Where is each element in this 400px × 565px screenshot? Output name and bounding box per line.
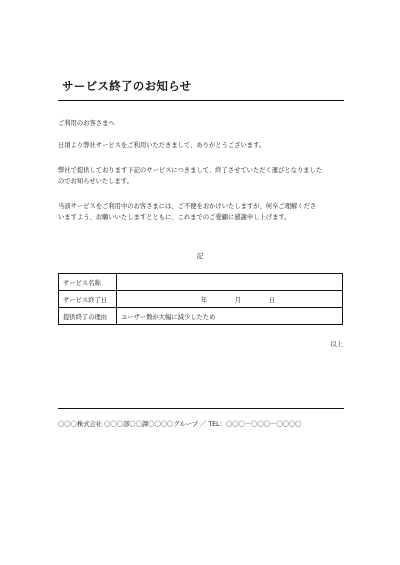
date-year-label: 年 [200,296,207,304]
end-date-value [117,291,343,308]
apology-paragraph: 当該サービスをご利用中のお客さまには、ご不便をおかけいたしますが、何卒ご理解くださ いますよう、お願いいたしますとともに、これまでのご愛顧に感謝申し上げます。 [58,203,317,221]
table-row [59,291,343,308]
announcement-paragraph: 弊社で提供しております下記のサービスにつきまして、終了させていただく運びとなりました のでお知らせいたします。 [58,167,323,185]
greeting-paragraph: 日頃より弊社サービスをご利用いただきまして、ありがとうございます。 [58,142,266,149]
end-reason-label: 提供終了の理由 [59,308,117,325]
page-title: サービス終了のお知らせ [62,79,192,93]
closing-mark: 以上 [330,341,343,348]
service-name-value [117,274,343,291]
date-day-label: 日 [268,296,275,304]
service-info-table [58,273,343,325]
service-name-label: サービス名称 [59,274,117,291]
salutation: ご利用のお客さまへ [58,120,115,127]
ki-marker: 記 [196,252,204,260]
title-underline [58,100,344,101]
end-date-label: サービス終了日 [59,291,117,308]
date-month-label: 月 [234,296,241,304]
footer-contact: 〇〇〇株式会社 〇〇〇部〇〇課〇〇〇〇グループ ／ TEL：〇〇〇－〇〇〇－〇〇〇〇 [58,421,302,428]
table-row [59,274,343,291]
table-row [59,308,343,325]
end-reason-value: ユーザー数が大幅に減少したため [117,308,343,325]
footer-divider [58,408,344,409]
